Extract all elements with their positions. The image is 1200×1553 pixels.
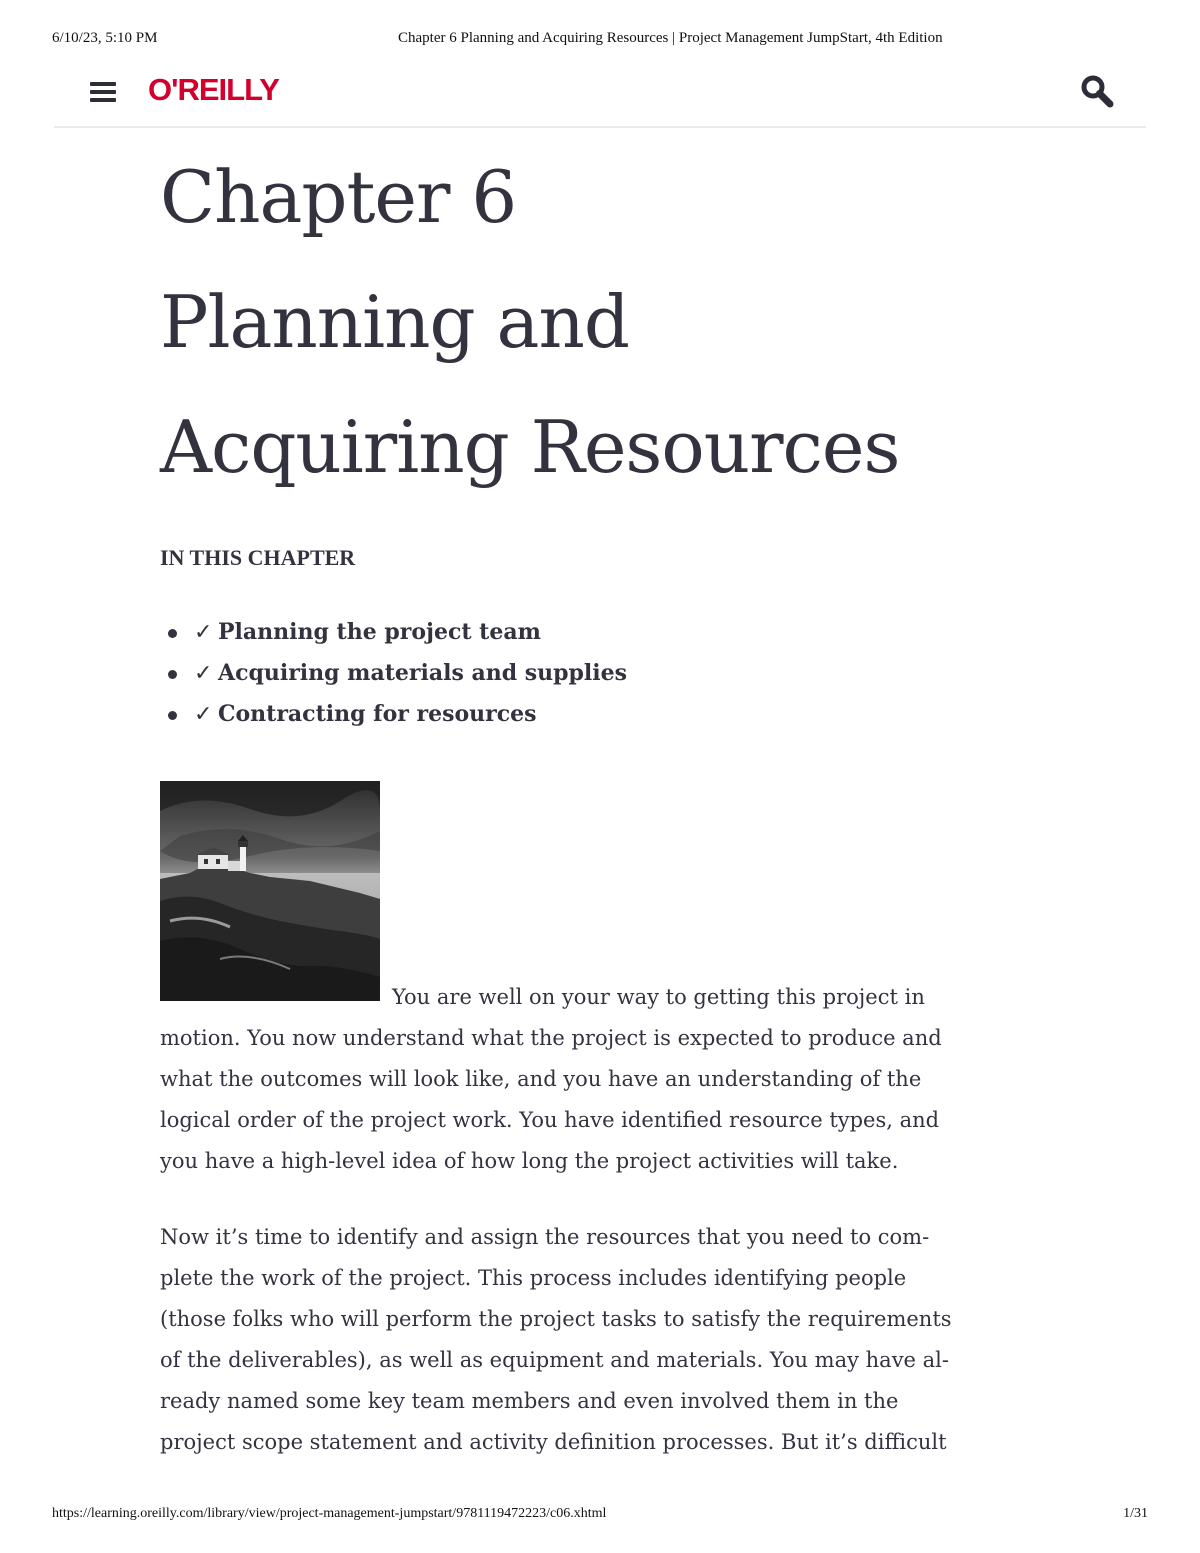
paragraph <box>160 1217 1000 1463</box>
chapter-title <box>160 135 1000 510</box>
bullet-icon <box>168 711 177 720</box>
topic-label: Contracting for resources <box>218 701 537 727</box>
page-number: 1/31 <box>1123 1506 1148 1521</box>
text-line: ready named some key team members and even involved them in the <box>160 1389 899 1413</box>
chapter-title-line: Planning and <box>160 280 629 364</box>
topic-label: Acquiring materials and supplies <box>218 660 628 686</box>
text-line: motion. You now understand what the project is expected to produce and <box>160 1026 942 1050</box>
text-line: you have a high-level idea of how long the project activities will take. <box>160 1149 899 1173</box>
text-line: plete the work of the project. This process includes identifying people <box>160 1266 907 1290</box>
checkmark-icon: ✓ <box>194 661 213 686</box>
print-date: 6/10/23, 5:10 PM <box>52 30 158 46</box>
text-line: of the deliverables), as well as equipment and materials. You may have al- <box>160 1348 949 1372</box>
lighthouse-photo <box>160 781 380 1001</box>
checkmark-icon: ✓ <box>194 620 213 645</box>
text-line: what the outcomes will look like, and you have an understanding of the <box>160 1067 922 1091</box>
top-navigation-bar <box>54 70 1146 128</box>
text-line: You are well on your way to getting this project in <box>392 985 925 1009</box>
list-item <box>160 654 627 695</box>
checkmark-icon: ✓ <box>194 702 213 727</box>
topic-label: Planning the project team <box>218 619 541 645</box>
text-line: (those folks who will perform the project tasks to satisfy the requirements <box>160 1307 952 1331</box>
list-item <box>160 613 627 654</box>
in-this-chapter-heading: IN THIS CHAPTER <box>160 545 356 570</box>
bullet-icon <box>168 629 177 638</box>
body-text <box>160 977 1000 1463</box>
search-icon[interactable] <box>1080 74 1114 108</box>
text-line: Now it’s time to identify and assign the resources that you need to com- <box>160 1225 930 1249</box>
print-footer <box>52 1506 1148 1526</box>
list-item <box>160 695 627 736</box>
page-url: https://learning.oreilly.com/library/view/project-management-jumpstart/9781119472223/c06.xhtml <box>52 1506 607 1521</box>
oreilly-logo[interactable]: O'REILLY <box>148 72 279 107</box>
bullet-icon <box>168 670 177 679</box>
chapter-title-line: Acquiring Resources <box>160 405 900 489</box>
paragraph <box>160 977 1000 1182</box>
text-line: project scope statement and activity definition processes. But it’s difficult <box>160 1430 947 1454</box>
text-line: logical order of the project work. You have identified resource types, and <box>160 1108 940 1132</box>
chapter-title-line: Chapter 6 <box>160 155 517 239</box>
main-content <box>160 135 1000 1454</box>
print-header <box>52 30 1148 50</box>
chapter-topics-list <box>160 613 627 736</box>
hamburger-menu-icon[interactable] <box>90 82 116 102</box>
print-document-title: Chapter 6 Planning and Acquiring Resources | Project Management JumpStart, 4th Edition <box>398 30 943 46</box>
